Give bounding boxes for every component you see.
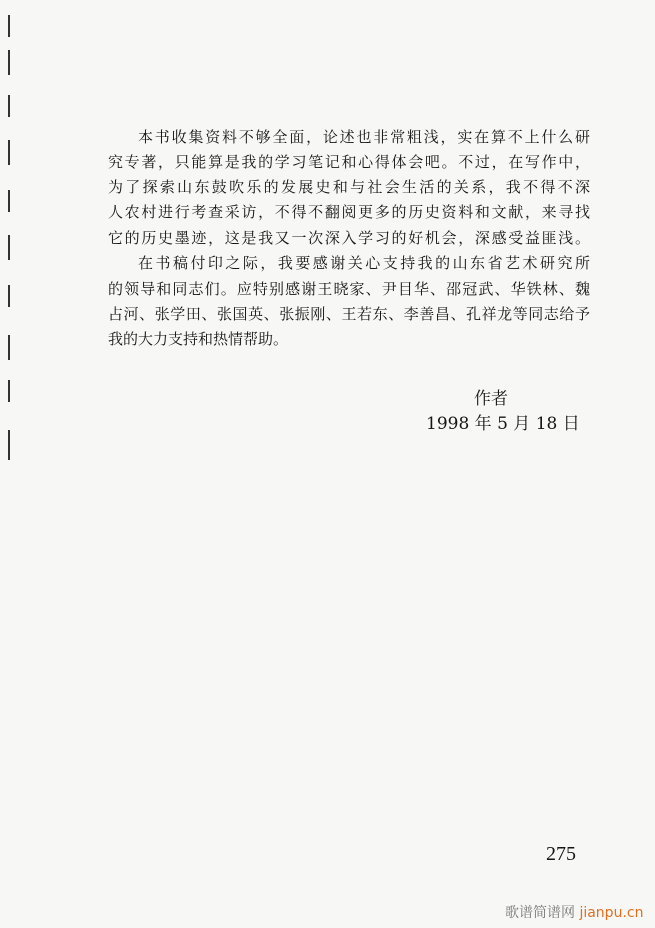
text-line: 我的大力支持和热情帮助。 xyxy=(108,330,289,348)
text-line: 它的历史墨迹，这是我又一次深入学习的好机会，深感受益匪浅。 xyxy=(108,229,590,247)
scan-mark xyxy=(8,285,10,307)
scan-mark xyxy=(8,140,10,165)
page-number: 275 xyxy=(546,843,576,865)
text-line: 在书稿付印之际，我要感谢关心支持我的山东省艺术研究所 xyxy=(138,254,590,272)
date: 1998 年 5 月 18 日 xyxy=(426,414,580,434)
text-line: 的领导和同志们。应特别感谢王晓家、尹目华、邵冠武、华铁林、魏 xyxy=(108,280,590,298)
text-line: 究专著，只能算是我的学习笔记和心得体会吧。不过，在写作中， xyxy=(108,153,590,171)
watermark-cn: 歌谱简谱网 xyxy=(505,905,575,921)
scan-mark xyxy=(8,430,10,460)
watermark-en: jianpu.cn xyxy=(579,905,644,921)
text-line: 占河、张学田、张国英、张振刚、王若东、李善昌、孔祥龙等同志给予 xyxy=(108,305,590,323)
text-line: 人农村进行考查采访，不得不翻阅更多的历史资料和文献，来寻找 xyxy=(108,203,590,221)
text-line: 为了探索山东鼓吹乐的发展史和与社会生活的关系，我不得不深 xyxy=(108,178,590,196)
watermark xyxy=(505,902,643,922)
scan-mark xyxy=(8,380,10,402)
author-signature: 作者 xyxy=(474,389,508,409)
scan-mark xyxy=(8,190,10,212)
text-line: 本书收集资料不够全面，论述也非常粗浅，实在算不上什么研 xyxy=(138,128,590,146)
scan-mark xyxy=(8,50,10,75)
scan-mark xyxy=(8,95,10,117)
scan-mark xyxy=(8,15,10,37)
scan-mark xyxy=(8,235,10,260)
scan-mark xyxy=(8,335,10,360)
